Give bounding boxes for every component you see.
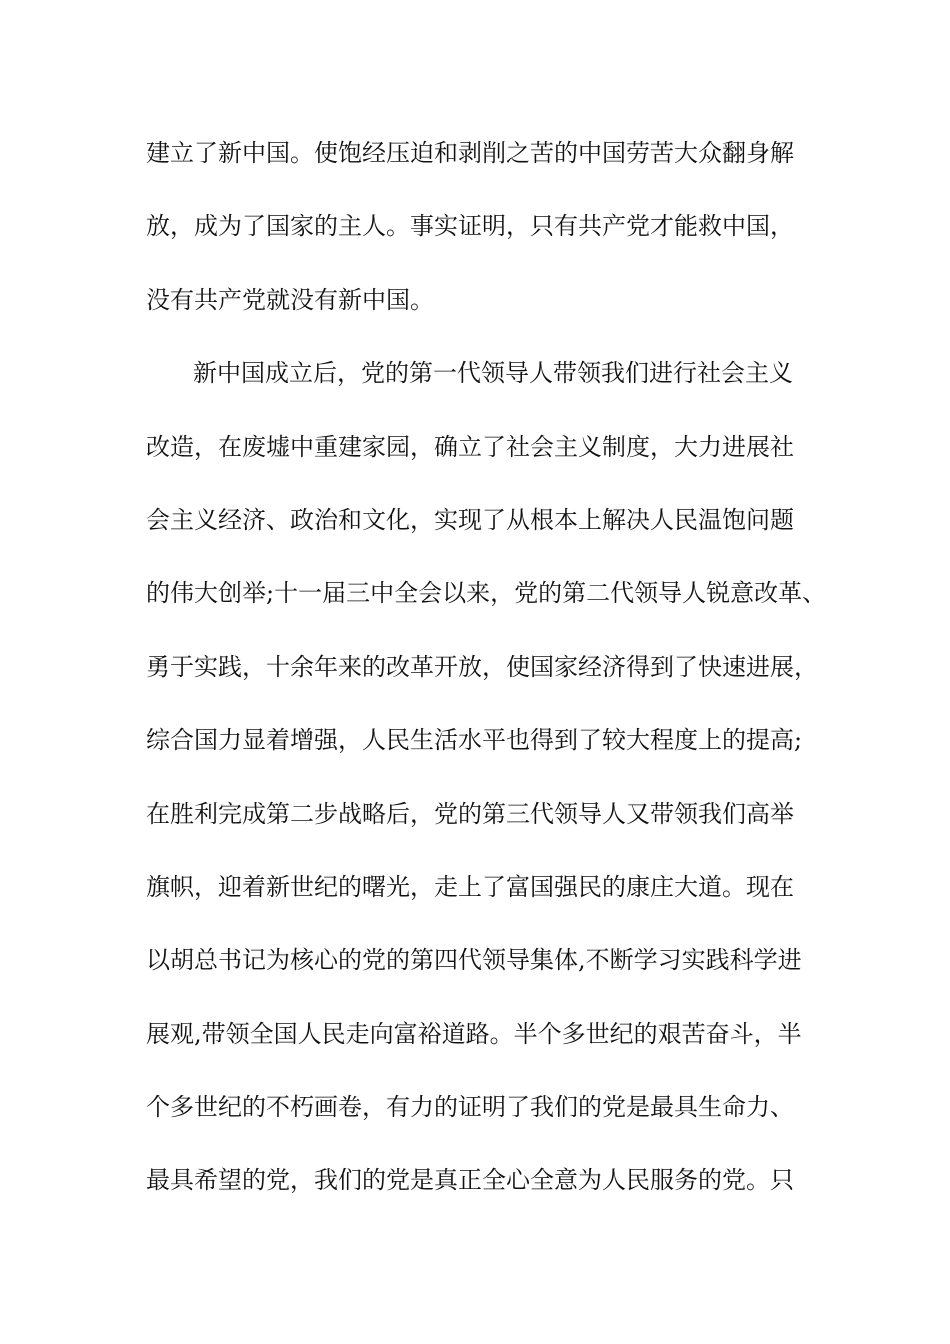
- text-line: 在胜利完成第二步战略后，党的第三代领导人又带领我们高举: [146, 799, 794, 828]
- text-line: 旗帜，迎着新世纪的曙光，走上了富国强民的康庄大道。现在: [146, 872, 794, 901]
- text-line: 最具希望的党，我们的党是真正全心全意为人民服务的党。只: [146, 1166, 794, 1195]
- paragraph-start-line: 新中国成立后，党的第一代领导人带领我们进行社会主义: [193, 359, 793, 388]
- text-line: 展观,带领全国人民走向富裕道路。半个多世纪的艰苦奋斗，半: [146, 1019, 802, 1048]
- text-line: 以胡总书记为核心的党的第四代领导集体,不断学习实践科学进: [146, 946, 802, 975]
- text-line: 没有共产党就没有新中国。: [146, 285, 434, 314]
- text-line: 改造，在废墟中重建家园，确立了社会主义制度，大力进展社: [146, 432, 794, 461]
- text-line: 放，成为了国家的主人。事实证明，只有共产党才能救中国，: [146, 212, 794, 241]
- text-line: 综合国力显着增强，人民生活水平也得到了较大程度上的提高;: [146, 726, 803, 755]
- text-line: 的伟大创举;十一届三中全会以来，党的第二代领导人锐意改革、: [146, 579, 827, 608]
- text-line: 勇于实践，十余年来的改革开放，使国家经济得到了快速进展，: [146, 652, 818, 681]
- text-line: 个多世纪的不朽画卷，有力的证明了我们的党是最具生命力、: [146, 1093, 794, 1122]
- text-line: 会主义经济、政治和文化，实现了从根本上解决人民温饱问题: [146, 505, 794, 534]
- body-text: [146, 130, 826, 1231]
- text-line: 建立了新中国。使饱经压迫和剥削之苦的中国劳苦大众翻身解: [146, 139, 794, 167]
